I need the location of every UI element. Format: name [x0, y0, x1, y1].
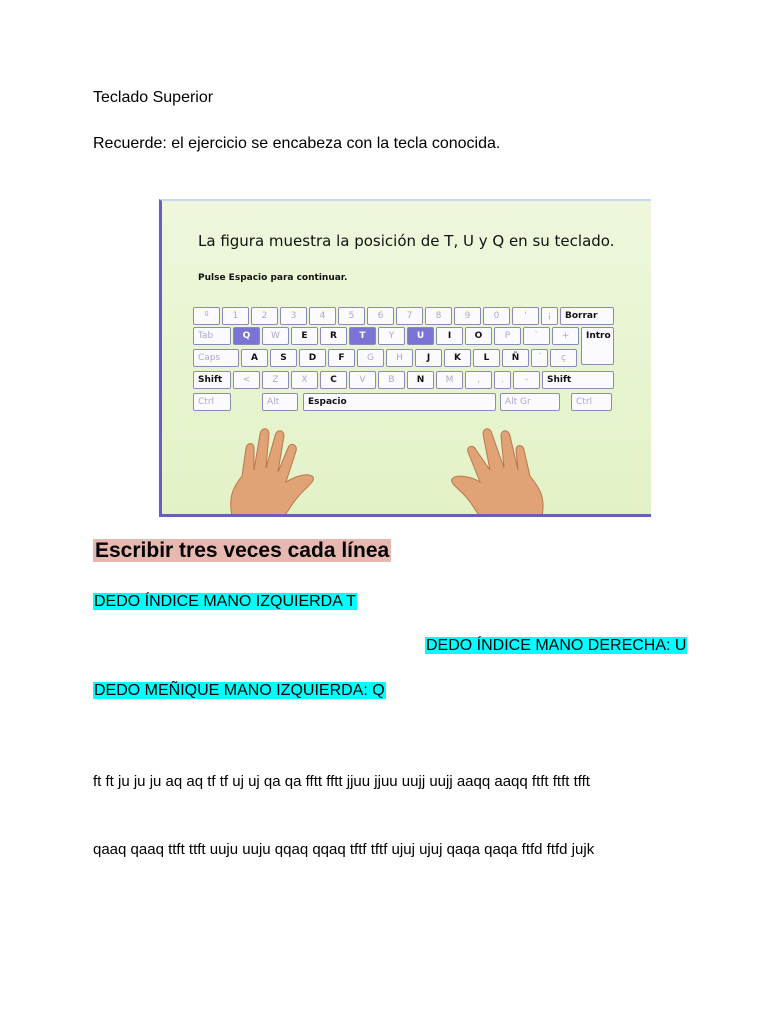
line-2 [425, 637, 687, 655]
line-2-text: DEDO ÍNDICE MANO DERECHA: U [426, 637, 687, 654]
key: < [233, 371, 260, 389]
key-borrar: Borrar [560, 307, 614, 325]
key: L [473, 349, 500, 367]
key: 0 [483, 307, 510, 325]
key: 8 [425, 307, 452, 325]
key: . [494, 371, 511, 389]
instruction-title [93, 539, 391, 563]
key: C [320, 371, 347, 389]
key-space: Espacio [303, 393, 496, 411]
key: K [444, 349, 471, 367]
key: Z [262, 371, 289, 389]
key-alt: Alt [262, 393, 298, 411]
key-intro: Intro [581, 327, 614, 365]
key: B [378, 371, 405, 389]
keyboard-figure [159, 199, 651, 517]
key: R [320, 327, 347, 345]
key: , [465, 371, 492, 389]
key: E [291, 327, 318, 345]
key-altgr: Alt Gr [500, 393, 560, 411]
key: 6 [367, 307, 394, 325]
line-1 [93, 593, 357, 611]
key: G [357, 349, 384, 367]
key: A [241, 349, 268, 367]
key: 3 [280, 307, 307, 325]
key: - [513, 371, 540, 389]
key: Y [378, 327, 405, 345]
key: H [386, 349, 413, 367]
exercise-line-1: ft ft ju ju ju aq aq tf tf uj uj qa qa fftt fftt jjuu jjuu uujj uujj aaqq aaqq ftft ftft tfft [93, 773, 590, 790]
reminder-text: Recuerde: el ejercicio se encabeza con la tecla conocida. [93, 135, 501, 152]
key: V [349, 371, 376, 389]
key: S [270, 349, 297, 367]
key: F [328, 349, 355, 367]
line-1-text: DEDO ÍNDICE MANO IZQUIERDA T [94, 593, 356, 610]
line-3-text: DEDO MEÑIQUE MANO IZQUIERDA: Q [94, 682, 385, 699]
key: Ñ [502, 349, 529, 367]
key: P [494, 327, 521, 345]
page-heading: Teclado Superior [93, 89, 214, 106]
key: ´ [531, 349, 548, 367]
key-shift-left: Shift [193, 371, 231, 389]
line-3 [93, 682, 386, 700]
key: I [436, 327, 463, 345]
hands-image [162, 416, 651, 516]
exercise-line-2: qaaq qaaq ttft ttft uuju uuju qqaq qqaq tftf tftf ujuj ujuj qaqa qaqa ftfd ftfd jujk [93, 841, 595, 858]
key-ctrl-right: Ctrl [571, 393, 612, 411]
key: ' [512, 307, 539, 325]
key: 9 [454, 307, 481, 325]
key: + [552, 327, 579, 345]
key-caps: Caps [193, 349, 239, 367]
key: W [262, 327, 289, 345]
key: ` [523, 327, 550, 345]
key: 2 [251, 307, 278, 325]
key: M [436, 371, 463, 389]
key-t: T [349, 327, 376, 345]
key: X [291, 371, 318, 389]
key: J [415, 349, 442, 367]
key: 1 [222, 307, 249, 325]
key: ç [550, 349, 577, 367]
key: N [407, 371, 434, 389]
key-u: U [407, 327, 434, 345]
key-tab: Tab [193, 327, 231, 345]
key: ¡ [541, 307, 558, 325]
key: O [465, 327, 492, 345]
key: D [299, 349, 326, 367]
key: º [193, 307, 220, 325]
key: 5 [338, 307, 365, 325]
figure-subtitle: Pulse Espacio para continuar. [198, 273, 348, 283]
key: 7 [396, 307, 423, 325]
keyboard [193, 307, 623, 417]
key-ctrl-left: Ctrl [193, 393, 231, 411]
key-q: Q [233, 327, 260, 345]
key-shift-right: Shift [542, 371, 614, 389]
key: 4 [309, 307, 336, 325]
instruction-title-text: Escribir tres veces cada línea [95, 539, 390, 562]
figure-title: La figura muestra la posición de T, U y Q en su teclado. [198, 232, 615, 250]
